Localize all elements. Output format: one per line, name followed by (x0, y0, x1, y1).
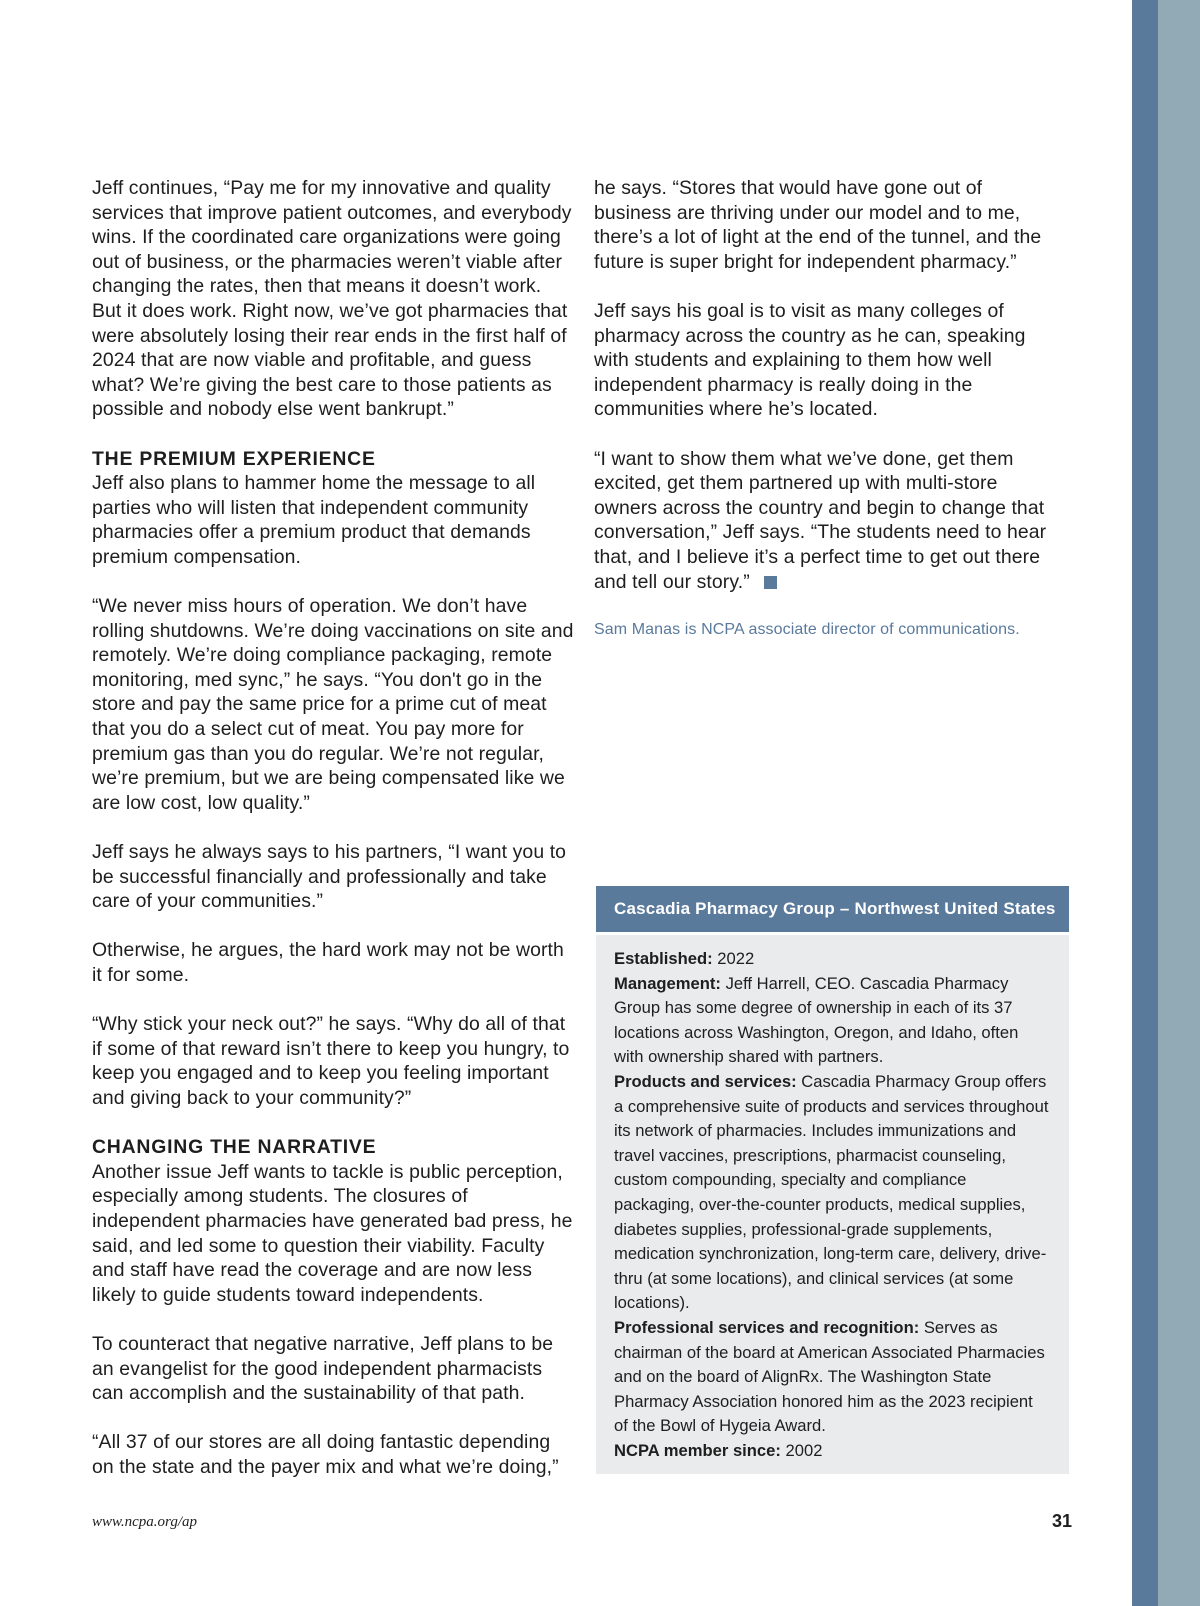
products-entry (614, 1070, 1051, 1316)
management-value: Jeff Harrell, CEO. Cascadia Pharmacy Group has some degree of ownership in each of its 37 locations across Washington, Oregon, and Idaho, often with ownership shared with partners. (614, 973, 1019, 1067)
products-label: Products and services: (614, 1071, 797, 1091)
management-label: Management: (614, 973, 721, 993)
article-paragraph: he says. “Stores that would have gone out of business are thriving under our model and to me, there’s a lot of light at the end of the tunnel, and the future is super bright for independent pharmacy.” (594, 177, 1042, 273)
article-paragraph: Another issue Jeff wants to tackle is public perception, especially among students. The closures of independent pharmacies have generated bad press, he said, and led some to question their viability. Faculty and staff have read the coverage and are now less likely to guide students toward independents. (92, 1160, 573, 1306)
page-number: 31 (1052, 1511, 1073, 1531)
member-since-value: 2002 (785, 1440, 823, 1460)
established-value: 2022 (717, 949, 755, 968)
end-of-article-square-icon (764, 576, 777, 589)
author-byline: Sam Manas is NCPA associate director of communications. (594, 620, 1020, 638)
management-entry (614, 972, 1051, 1070)
recognition-entry (614, 1316, 1051, 1439)
article-paragraph: Jeff also plans to hammer home the message to all parties who will listen that independent community pharmacies offer a premium product that demands premium compensation. (92, 472, 536, 568)
sidebar-body (596, 935, 1069, 1463)
article-paragraph: To counteract that negative narrative, Jeff plans to be an evangelist for the good independent pharmacists can accomplish and the sustainability of that path. (92, 1332, 554, 1405)
article-paragraph: Jeff says he always says to his partners, “I want you to be successful financially and professionally and take care of your communities.” (92, 841, 567, 913)
article-paragraph: “We never miss hours of operation. We don’t have rolling shutdowns. We’re doing vaccinations on site and remotely. We’re doing compliance packaging, remote monitoring, med sync,” he says. “You don't go in the store and pay the same price for a prime cut of meat that you do a select cut of meat. You pay more for premium gas than you do regular. We’re not regular, we’re premium, but we are being compensated like we are low cost, low quality.” (92, 595, 574, 814)
article-paragraph-final (594, 447, 1064, 595)
page-edge-light-stripe (1158, 0, 1200, 1606)
page-edge-dark-stripe (1132, 0, 1158, 1606)
article-left-column (92, 176, 574, 1504)
sidebar-title: Cascadia Pharmacy Group – Northwest United States (596, 886, 1069, 935)
member-since-entry (614, 1439, 1051, 1464)
member-since-label: NCPA member since: (614, 1440, 781, 1460)
final-paragraph-text: “I want to show them what we’ve done, get them excited, get them partnered up with multi-store owners across the country and begin to change that conversation,” Jeff says. “The students need to hear that, and I believe it’s a perfect time to get out there and tell our story.” (594, 447, 1047, 593)
pharmacy-profile-sidebar (596, 886, 1069, 1474)
established-label: Established: (614, 949, 713, 968)
article-right-column (594, 176, 1064, 641)
article-paragraph: Jeff continues, “Pay me for my innovative and quality services that improve patient outcomes, and everybody wins. If the coordinated care organizations were going out of business, or the pharmacies weren’t viable after changing the rates, then that means it doesn’t work. But it does work. Right now, we’ve got pharmacies that were absolutely losing their rear ends in the first half of 2024 that are now viable and profitable, and guess what? We’re giving the best care to those patients as possible and nobody else went bankrupt.” (92, 177, 572, 421)
recognition-value: Serves as chairman of the board at American Associated Pharmacies and on the board of AlignRx. The Washington State Pharmacy Association honored him as the 2023 recipient of the Bowl of Hygeia Award. (614, 1317, 1045, 1436)
footer-website-url: www.ncpa.org/ap (92, 1514, 198, 1530)
article-paragraph: “Why stick your neck out?” he says. “Why do all of that if some of that reward isn’t there to keep you hungry, to keep you engaged and to keep you feeling important and giving back to your community?” (92, 1013, 570, 1109)
article-paragraph: “All 37 of our stores are all doing fantastic depending on the state and the payer mix and what we’re doing,” (92, 1431, 559, 1478)
section-heading-premium: THE PREMIUM EXPERIENCE (92, 447, 376, 470)
section-heading-narrative: CHANGING THE NARRATIVE (92, 1136, 377, 1159)
article-paragraph: Otherwise, he argues, the hard work may not be worth it for some. (92, 939, 564, 986)
recognition-label: Professional services and recognition: (614, 1317, 920, 1337)
article-paragraph: Jeff says his goal is to visit as many colleges of pharmacy across the country as he can, speaking with students and explaining to them how well independent pharmacy is really doing in the communities where he’s located. (594, 299, 1026, 421)
products-value: Cascadia Pharmacy Group offers a comprehensive suite of products and services throughout its network of pharmacies. Includes immunizations and travel vaccines, prescriptions, pharmacist counseling, custom compounding, specialty and compliance packaging, over-the-counter products, medical supplies, diabetes supplies, professional-grade supplements, medication synchronization, long-term care, delivery, drive-thru (at some locations), and clinical services (at some locations). (614, 1071, 1049, 1313)
established-entry (614, 947, 1051, 972)
